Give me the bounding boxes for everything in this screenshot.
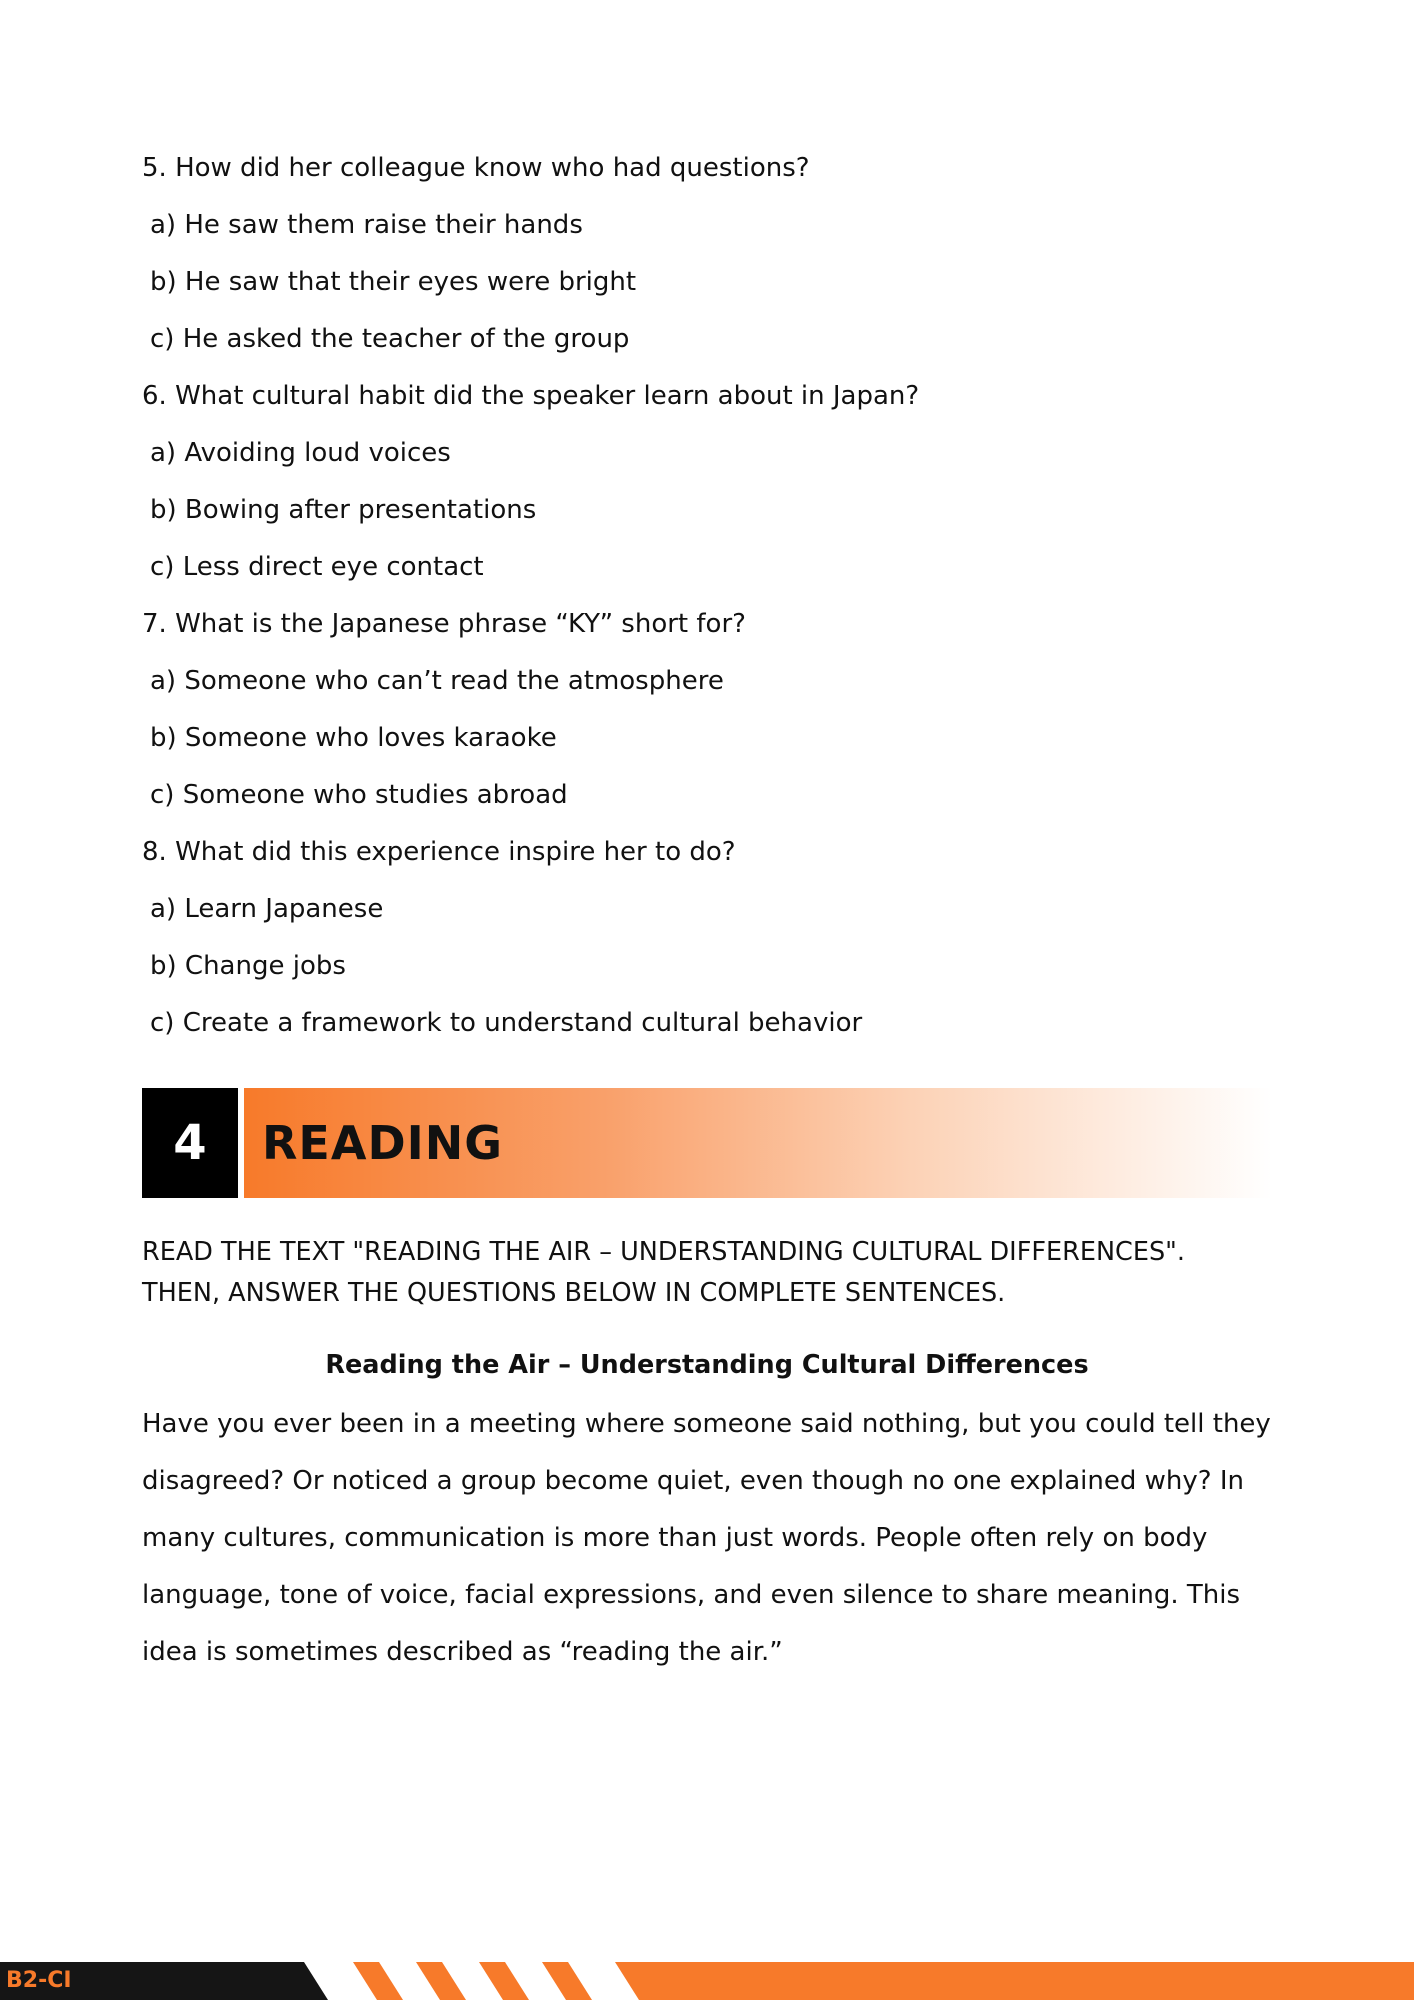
section-title: READING	[262, 1116, 503, 1170]
question-6-option-b: b) Bowing after presentations	[150, 495, 537, 525]
question-5-option-a: a) He saw them raise their hands	[150, 210, 583, 240]
reading-body	[142, 1396, 1272, 1681]
question-7-option-c: c) Someone who studies abroad	[150, 780, 568, 810]
reading-line-4: language, tone of voice, facial expressions, and even silence to share meaning. This	[142, 1580, 1241, 1610]
question-6-option-c: c) Less direct eye contact	[150, 552, 484, 582]
reading-instruction	[142, 1232, 1272, 1314]
question-7: 7. What is the Japanese phrase “KY” short for?	[142, 609, 746, 639]
footer-stripes-graphic	[0, 1962, 1414, 2000]
page-footer	[0, 1962, 1414, 2000]
question-7-option-b: b) Someone who loves karaoke	[150, 723, 557, 753]
footer-stripe-1	[353, 1962, 403, 2000]
question-7-option-a: a) Someone who can’t read the atmosphere	[150, 666, 724, 696]
footer-orange-bar	[615, 1962, 1414, 2000]
question-8-option-b: b) Change jobs	[150, 951, 346, 981]
reading-line-1: Have you ever been in a meeting where someone said nothing, but you could tell they	[142, 1409, 1271, 1439]
question-5-option-c: c) He asked the teacher of the group	[150, 324, 630, 354]
reading-line-3: many cultures, communication is more than just words. People often rely on body	[142, 1523, 1208, 1553]
reading-line-5: idea is sometimes described as “reading the air.”	[142, 1637, 783, 1667]
question-8: 8. What did this experience inspire her to do?	[142, 837, 736, 867]
instruction-line-1: READ THE TEXT "READING THE AIR – UNDERSTANDING CULTURAL DIFFERENCES".	[142, 1237, 1185, 1267]
question-6-option-a: a) Avoiding loud voices	[150, 438, 451, 468]
footer-stripe-2	[416, 1962, 466, 2000]
reading-line-2: disagreed? Or noticed a group become quiet, even though no one explained why? In	[142, 1466, 1244, 1496]
footer-level-label: B2-CI	[6, 1968, 72, 1993]
footer-stripe-3	[479, 1962, 529, 2000]
question-5: 5. How did her colleague know who had questions?	[142, 153, 810, 183]
section-header-reading	[142, 1088, 1272, 1198]
section-number: 4	[142, 1088, 238, 1198]
question-8-option-c: c) Create a framework to understand cultural behavior	[150, 1008, 863, 1038]
question-8-option-a: a) Learn Japanese	[150, 894, 384, 924]
listening-questions	[142, 140, 1272, 1052]
instruction-line-2: THEN, ANSWER THE QUESTIONS BELOW IN COMPLETE SENTENCES.	[142, 1278, 1006, 1308]
question-6: 6. What cultural habit did the speaker learn about in Japan?	[142, 381, 920, 411]
footer-stripe-4	[542, 1962, 592, 2000]
question-5-option-b: b) He saw that their eyes were bright	[150, 267, 637, 297]
reading-title: Reading the Air – Understanding Cultural Differences	[325, 1350, 1089, 1380]
